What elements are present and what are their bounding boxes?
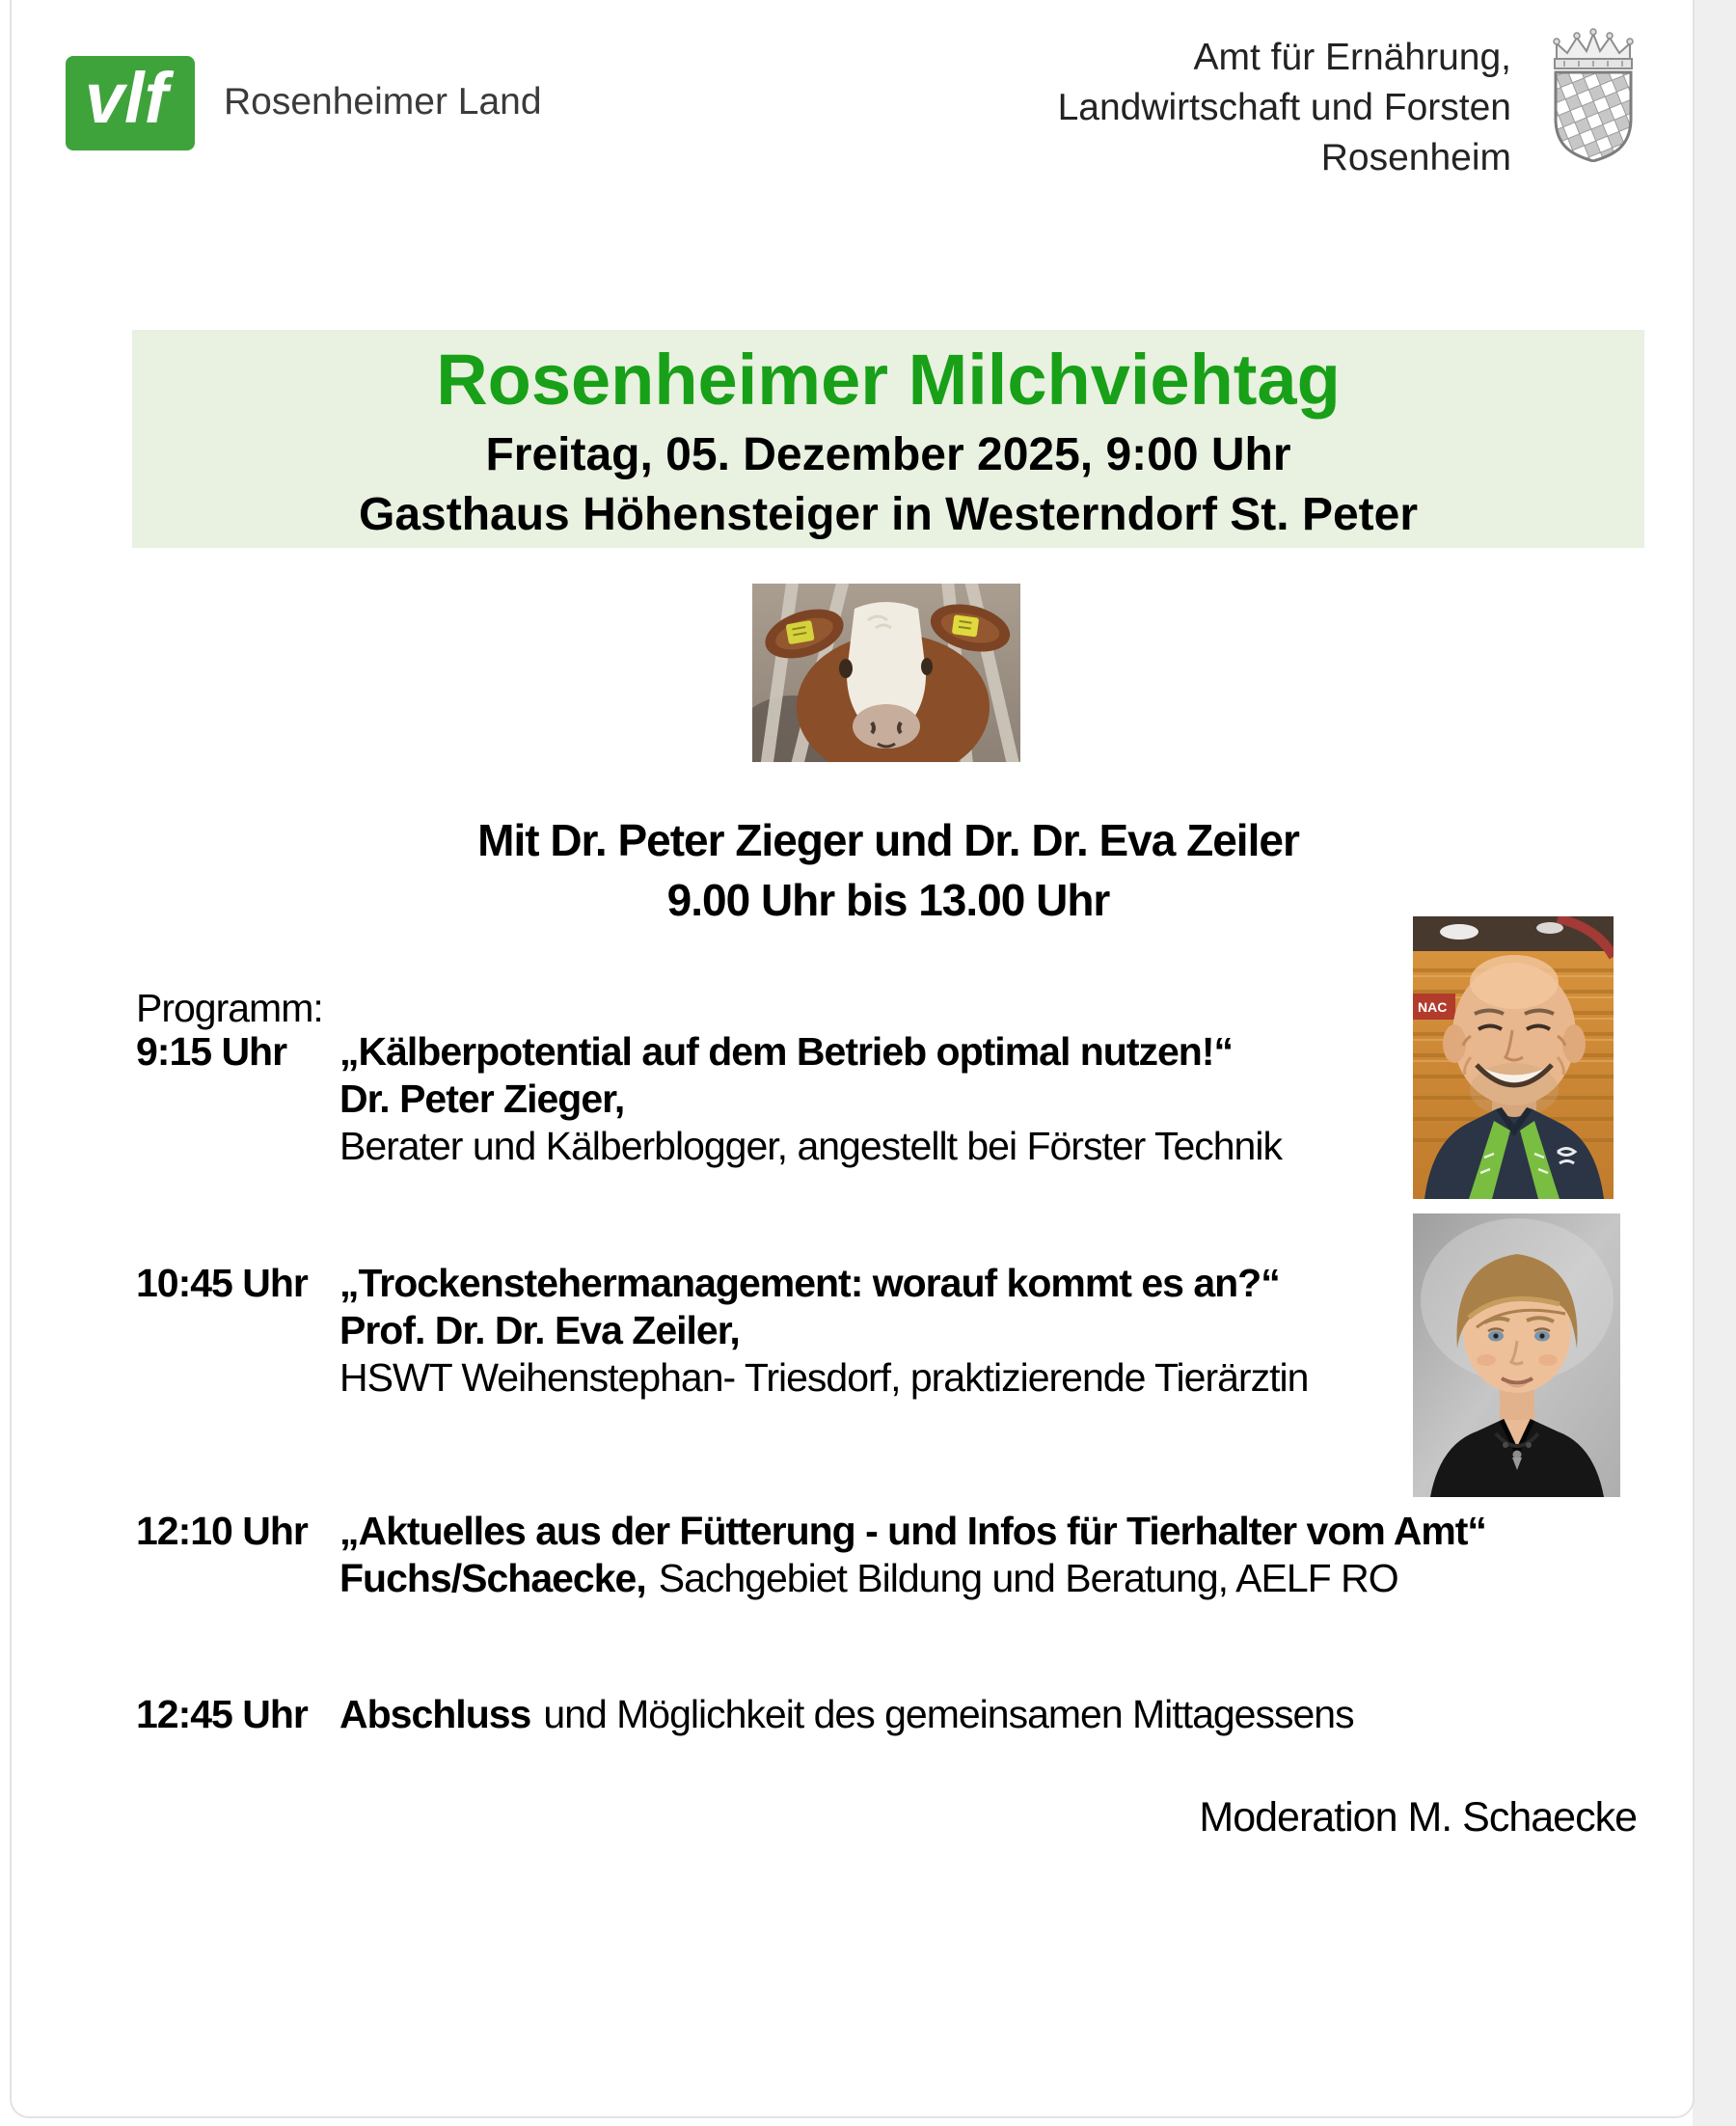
program-title: Abschluss [339,1692,531,1736]
program-description: Sachgebiet Bildung und Beratung, AELF RO [658,1556,1398,1600]
event-location: Gasthaus Höhensteiger in Westerndorf St. Peter [358,489,1419,540]
program-speaker: Fuchs/Schaecke, [339,1556,646,1600]
event-date: Freitag, 05. Dezember 2025, 9:00 Uhr [485,429,1291,480]
program-time: 12:10 Uhr [136,1509,308,1553]
agency-line-3: Rosenheim [1320,137,1511,178]
moderation-note: Moderation M. Schaecke [1199,1794,1637,1840]
program-description: Berater und Kälberblogger, angestellt bei Förster Technik [339,1124,1282,1168]
intro-time: 9.00 Uhr bis 13.00 Uhr [666,875,1110,925]
program-speaker: Dr. Peter Zieger, [339,1077,625,1121]
program-time: 9:15 Uhr [136,1029,287,1074]
vlf-label: Rosenheimer Land [224,81,542,123]
event-banner [132,330,1644,548]
intro-block [39,810,1736,930]
agency-block [1058,33,1511,183]
intro-speakers: Mit Dr. Peter Zieger und Dr. Dr. Eva Zeiler [477,815,1299,865]
page-right-gutter [1693,0,1736,2126]
program-title: „Kälberpotential auf dem Betrieb optimal nutzen!“ [339,1029,1233,1074]
cow-photo [752,584,1020,762]
event-title: Rosenheimer Milchviehtag [436,340,1341,420]
program-title: „Aktuelles aus der Fütterung - und Infos für Tierhalter vom Amt“ [339,1509,1486,1553]
portrait-peter-zieger [1413,916,1614,1199]
program-time: 12:45 Uhr [136,1692,308,1736]
svg-text:NAC: NAC [1418,999,1448,1015]
program-item [136,1691,1354,1738]
program-time: 10:45 Uhr [136,1261,308,1305]
program-heading: Programm: [136,986,323,1030]
agency-line-1: Amt für Ernährung, [1193,37,1511,78]
program-item [136,1508,1486,1602]
vlf-logo [66,56,195,150]
vlf-logo-text: vlf [84,58,169,138]
portrait-eva-zeiler [1413,1213,1620,1497]
program-description: HSWT Weihenstephan- Triesdorf, praktizierende Tierärztin [339,1355,1309,1400]
program-title: „Trockenstehermanagement: worauf kommt es an?“ [339,1261,1280,1305]
agency-line-2: Landwirtschaft und Forsten [1057,87,1511,128]
program-item [136,1260,1308,1402]
program-speaker: Prof. Dr. Dr. Eva Zeiler, [339,1308,740,1352]
bavaria-coat-of-arms-icon [1535,27,1651,162]
program-item [136,1028,1282,1170]
program-description: und Möglichkeit des gemeinsamen Mittagessens [543,1692,1354,1736]
